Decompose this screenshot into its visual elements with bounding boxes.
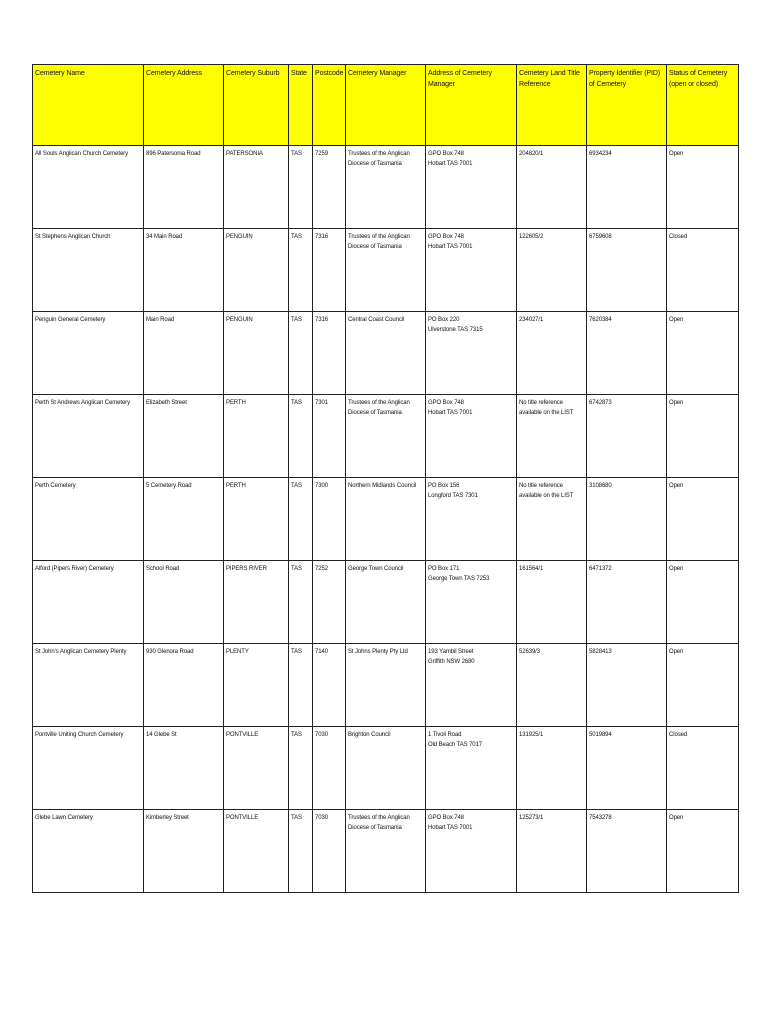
cell-cemetery-suburb: PATERSONIA bbox=[224, 146, 289, 229]
cell-cemetery-name: St Stephens Anglican Church bbox=[33, 229, 144, 312]
cell-land-title-reference: No title reference available on the LIST bbox=[517, 395, 587, 478]
manager-address-line-2: Old Beach TAS 7017 bbox=[428, 742, 483, 748]
cell-property-identifier: 3108680 bbox=[587, 478, 667, 561]
table-row bbox=[33, 727, 739, 810]
cell-property-identifier: 7543278 bbox=[587, 810, 667, 893]
cemetery-table bbox=[32, 64, 739, 893]
cell-property-identifier: 5019894 bbox=[587, 727, 667, 810]
cell-manager-address bbox=[426, 727, 517, 810]
cell-cemetery-suburb: PERTH bbox=[224, 395, 289, 478]
header-cemetery-name: Cemetery Name bbox=[33, 65, 144, 146]
cell-cemetery-suburb: PONTVILLE bbox=[224, 810, 289, 893]
cell-land-title-reference: 125273/1 bbox=[517, 810, 587, 893]
cell-postcode: 7316 bbox=[313, 312, 346, 395]
header-state: State bbox=[289, 65, 313, 146]
cell-cemetery-manager: Trustees of the Anglican Diocese of Tasmania bbox=[346, 395, 426, 478]
manager-address-line-1: PO Box 156 bbox=[428, 483, 460, 489]
manager-address-line-2: Longford TAS 7301 bbox=[428, 493, 478, 499]
cell-property-identifier: 6742873 bbox=[587, 395, 667, 478]
cell-land-title-reference: 204820/1 bbox=[517, 146, 587, 229]
manager-address-line-2: Hobart TAS 7001 bbox=[428, 161, 473, 167]
cell-cemetery-suburb: PLENTY bbox=[224, 644, 289, 727]
cell-cemetery-suburb: PONTVILLE bbox=[224, 727, 289, 810]
manager-address-line-1: PO Box 220 bbox=[428, 317, 460, 323]
cell-cemetery-name: Glebe Lawn Cemetery bbox=[33, 810, 144, 893]
cell-cemetery-manager: Trustees of the Anglican Diocese of Tasmania bbox=[346, 229, 426, 312]
cell-state: TAS bbox=[289, 478, 313, 561]
cell-cemetery-suburb: PENGUIN bbox=[224, 229, 289, 312]
cell-land-title-reference: 122605/2 bbox=[517, 229, 587, 312]
header-land-title-reference: Cemetery Land Title Reference bbox=[517, 65, 587, 146]
cell-manager-address bbox=[426, 229, 517, 312]
cell-status: Closed bbox=[667, 229, 739, 312]
table-row bbox=[33, 644, 739, 727]
cell-manager-address bbox=[426, 561, 517, 644]
table-row bbox=[33, 561, 739, 644]
cell-cemetery-manager: Brighton Council bbox=[346, 727, 426, 810]
cell-manager-address bbox=[426, 395, 517, 478]
table-row bbox=[33, 312, 739, 395]
cell-state: TAS bbox=[289, 810, 313, 893]
cell-state: TAS bbox=[289, 312, 313, 395]
cell-cemetery-address: 14 Glebe St bbox=[144, 727, 224, 810]
cell-postcode: 7316 bbox=[313, 229, 346, 312]
manager-address-line-1: GPO Box 748 bbox=[428, 151, 464, 157]
cell-cemetery-name: Penguin General Cemetery bbox=[33, 312, 144, 395]
cell-cemetery-name: St John's Anglican Cemetery Plenty bbox=[33, 644, 144, 727]
cell-cemetery-address: 896 Patersonia Road bbox=[144, 146, 224, 229]
header-cemetery-address: Cemetery Address bbox=[144, 65, 224, 146]
manager-address-line-1: 193 Yambil Street bbox=[428, 649, 474, 655]
cell-status: Open bbox=[667, 312, 739, 395]
header-property-identifier: Property Identifier (PID) of Cemetery bbox=[587, 65, 667, 146]
cell-land-title-reference: 52639/3 bbox=[517, 644, 587, 727]
cell-postcode: 7030 bbox=[313, 727, 346, 810]
cell-state: TAS bbox=[289, 644, 313, 727]
cell-property-identifier: 7620384 bbox=[587, 312, 667, 395]
cell-property-identifier: 6934234 bbox=[587, 146, 667, 229]
cell-land-title-reference: No title reference available on the LIST bbox=[517, 478, 587, 561]
cell-state: TAS bbox=[289, 727, 313, 810]
cell-postcode: 7140 bbox=[313, 644, 346, 727]
cell-status: Open bbox=[667, 478, 739, 561]
header-postcode: Postcode bbox=[313, 65, 346, 146]
cell-cemetery-suburb: PIPERS RIVER bbox=[224, 561, 289, 644]
cell-property-identifier: 6471372 bbox=[587, 561, 667, 644]
cell-status: Open bbox=[667, 644, 739, 727]
cell-state: TAS bbox=[289, 561, 313, 644]
cell-land-title-reference: 161564/1 bbox=[517, 561, 587, 644]
cell-land-title-reference: 234027/1 bbox=[517, 312, 587, 395]
manager-address-line-2: Hobart TAS 7001 bbox=[428, 825, 473, 831]
manager-address-line-1: PO Box 171 bbox=[428, 566, 460, 572]
cell-cemetery-address: School Road bbox=[144, 561, 224, 644]
table-row bbox=[33, 229, 739, 312]
header-cemetery-suburb: Cemetery Suburb bbox=[224, 65, 289, 146]
cell-manager-address bbox=[426, 810, 517, 893]
cell-cemetery-address: Main Road bbox=[144, 312, 224, 395]
cell-status: Open bbox=[667, 810, 739, 893]
cell-state: TAS bbox=[289, 146, 313, 229]
table-row bbox=[33, 146, 739, 229]
cell-manager-address bbox=[426, 146, 517, 229]
cell-postcode: 7300 bbox=[313, 478, 346, 561]
cell-status: Open bbox=[667, 146, 739, 229]
cell-cemetery-address: Kimberley Street bbox=[144, 810, 224, 893]
manager-address-line-2: Griffith NSW 2680 bbox=[428, 659, 475, 665]
cell-cemetery-address: 930 Glenora Road bbox=[144, 644, 224, 727]
cell-cemetery-address: 5 Cemetery Road bbox=[144, 478, 224, 561]
manager-address-line-2: Ulverstone TAS 7315 bbox=[428, 327, 483, 333]
cell-cemetery-manager: Trustees of the Anglican Diocese of Tasmania bbox=[346, 146, 426, 229]
cell-cemetery-suburb: PERTH bbox=[224, 478, 289, 561]
cell-cemetery-name: Alford (Pipers River) Cemetery bbox=[33, 561, 144, 644]
table-row bbox=[33, 810, 739, 893]
table-row bbox=[33, 395, 739, 478]
cell-cemetery-name: All Souls Anglican Church Cemetery bbox=[33, 146, 144, 229]
cell-postcode: 7259 bbox=[313, 146, 346, 229]
manager-address-line-1: GPO Box 748 bbox=[428, 234, 464, 240]
cell-cemetery-name: Perth Cemetery bbox=[33, 478, 144, 561]
header-cemetery-manager: Cemetery Manager bbox=[346, 65, 426, 146]
header-manager-address: Address of Cemetery Manager bbox=[426, 65, 517, 146]
cell-postcode: 7252 bbox=[313, 561, 346, 644]
cell-manager-address bbox=[426, 478, 517, 561]
cell-manager-address bbox=[426, 312, 517, 395]
cell-cemetery-manager: Central Coast Council bbox=[346, 312, 426, 395]
cell-property-identifier: 6759608 bbox=[587, 229, 667, 312]
cell-cemetery-suburb: PENGUIN bbox=[224, 312, 289, 395]
cell-state: TAS bbox=[289, 395, 313, 478]
cell-cemetery-address: Elizabeth Street bbox=[144, 395, 224, 478]
cell-postcode: 7301 bbox=[313, 395, 346, 478]
cell-status: Open bbox=[667, 395, 739, 478]
cell-cemetery-manager: George Town Council bbox=[346, 561, 426, 644]
cell-state: TAS bbox=[289, 229, 313, 312]
manager-address-line-1: GPO Box 748 bbox=[428, 400, 464, 406]
header-status: Status of Cemetery (open or closed) bbox=[667, 65, 739, 146]
header-row bbox=[33, 65, 739, 146]
cell-cemetery-name: Pontville Uniting Church Cemetery bbox=[33, 727, 144, 810]
manager-address-line-1: 1 Tivoli Road bbox=[428, 732, 462, 738]
cell-cemetery-address: 34 Main Road bbox=[144, 229, 224, 312]
cell-status: Open bbox=[667, 561, 739, 644]
cell-property-identifier: 5828413 bbox=[587, 644, 667, 727]
cell-cemetery-name: Perth St Andrews Anglican Cemetery bbox=[33, 395, 144, 478]
cell-manager-address bbox=[426, 644, 517, 727]
manager-address-line-2: Hobart TAS 7001 bbox=[428, 244, 473, 250]
cell-postcode: 7030 bbox=[313, 810, 346, 893]
cell-land-title-reference: 131925/1 bbox=[517, 727, 587, 810]
cell-cemetery-manager: St Johns Plenty Pty Ltd bbox=[346, 644, 426, 727]
manager-address-line-2: George Town TAS 7253 bbox=[428, 576, 490, 582]
cell-status: Closed bbox=[667, 727, 739, 810]
table-row bbox=[33, 478, 739, 561]
manager-address-line-2: Hobart TAS 7001 bbox=[428, 410, 473, 416]
cell-cemetery-manager: Trustees of the Anglican Diocese of Tasmania bbox=[346, 810, 426, 893]
cell-cemetery-manager: Northern Midlands Council bbox=[346, 478, 426, 561]
manager-address-line-1: GPO Box 748 bbox=[428, 815, 464, 821]
